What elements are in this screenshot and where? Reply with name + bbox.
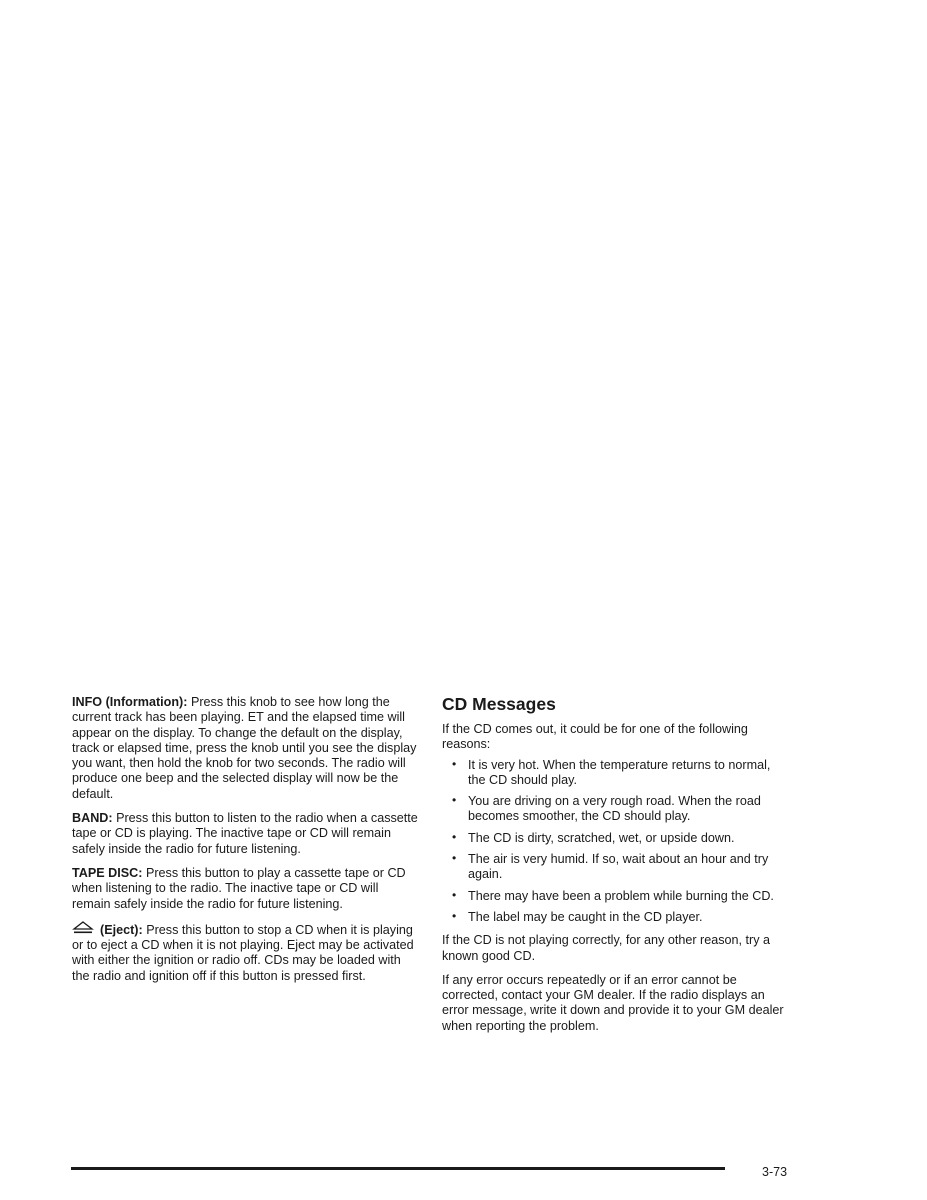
- right-column: [442, 693, 790, 1043]
- info-paragraph: [72, 695, 420, 802]
- list-item: [442, 910, 790, 925]
- bullet: •: [452, 793, 457, 808]
- list-item-text: The label may be caught in the CD player.: [468, 909, 703, 924]
- footer-rule: [71, 1167, 725, 1170]
- intro-paragraph: If the CD comes out, it could be for one of the following reasons:: [442, 722, 748, 752]
- info-text: Press this knob to see how long the current track has been playing. ET and the elapsed time will appear on the display. To change the default on the display, track or elapsed time, press the knob until you see the display you want, then hold the knob for two seconds. The radio will produce one beep and the selected display will now be the default.: [72, 695, 417, 801]
- retry-paragraph: If the CD is not playing correctly, for any other reason, try a known good CD.: [442, 933, 771, 963]
- reasons-list: [442, 758, 790, 926]
- list-item-text: There may have been a problem while burning the CD.: [468, 888, 774, 903]
- list-item: [442, 831, 790, 846]
- bullet: •: [452, 851, 457, 866]
- bullet: •: [452, 908, 457, 923]
- list-item-text: You are driving on a very rough road. When the road becomes smoother, the CD should play.: [468, 794, 761, 824]
- list-item: [442, 794, 790, 825]
- info-label: INFO (Information):: [72, 695, 188, 709]
- band-paragraph: [72, 811, 420, 857]
- bullet: •: [452, 756, 457, 771]
- list-item: [442, 889, 790, 904]
- page-number: 3-73: [762, 1165, 788, 1179]
- list-item: [442, 852, 790, 883]
- bullet: •: [452, 829, 457, 844]
- eject-paragraph: [72, 921, 420, 984]
- cd-messages-heading: CD Messages: [442, 694, 556, 714]
- list-item-text: It is very hot. When the temperature returns to normal, the CD should play.: [468, 757, 771, 787]
- tape-disc-text: Press this button to play a cassette tape or CD when listening to the radio. The inactive tape or CD will remain safely inside the radio for future listening.: [72, 865, 406, 911]
- band-text: Press this button to listen to the radio when a cassette tape or CD is playing. The inactive tape or CD will remain safely inside the radio for future listening.: [72, 811, 418, 856]
- list-item-text: The CD is dirty, scratched, wet, or upside down.: [468, 830, 735, 845]
- list-item-text: The air is very humid. If so, wait about an hour and try again.: [468, 852, 769, 882]
- left-column: [72, 695, 420, 993]
- band-label: BAND:: [72, 811, 113, 826]
- tape-disc-paragraph: [72, 866, 420, 912]
- bullet: •: [452, 887, 457, 902]
- eject-label: (Eject):: [100, 922, 143, 937]
- eject-text: Press this button to stop a CD when it is playing or to eject a CD when it is not playing. Eject may be activated with either the ignition or radio off. CDs may be loaded with the radio and ignition off if this button is pressed first.: [72, 922, 414, 983]
- tape-disc-label: TAPE DISC:: [72, 865, 143, 880]
- dealer-paragraph: If any error occurs repeatedly or if an error cannot be corrected, contact your GM dealer. If the radio displays an error message, write it down and provide it to your GM dealer when reporting the problem.: [442, 972, 784, 1033]
- eject-icon: [72, 921, 94, 935]
- list-item: [442, 758, 790, 789]
